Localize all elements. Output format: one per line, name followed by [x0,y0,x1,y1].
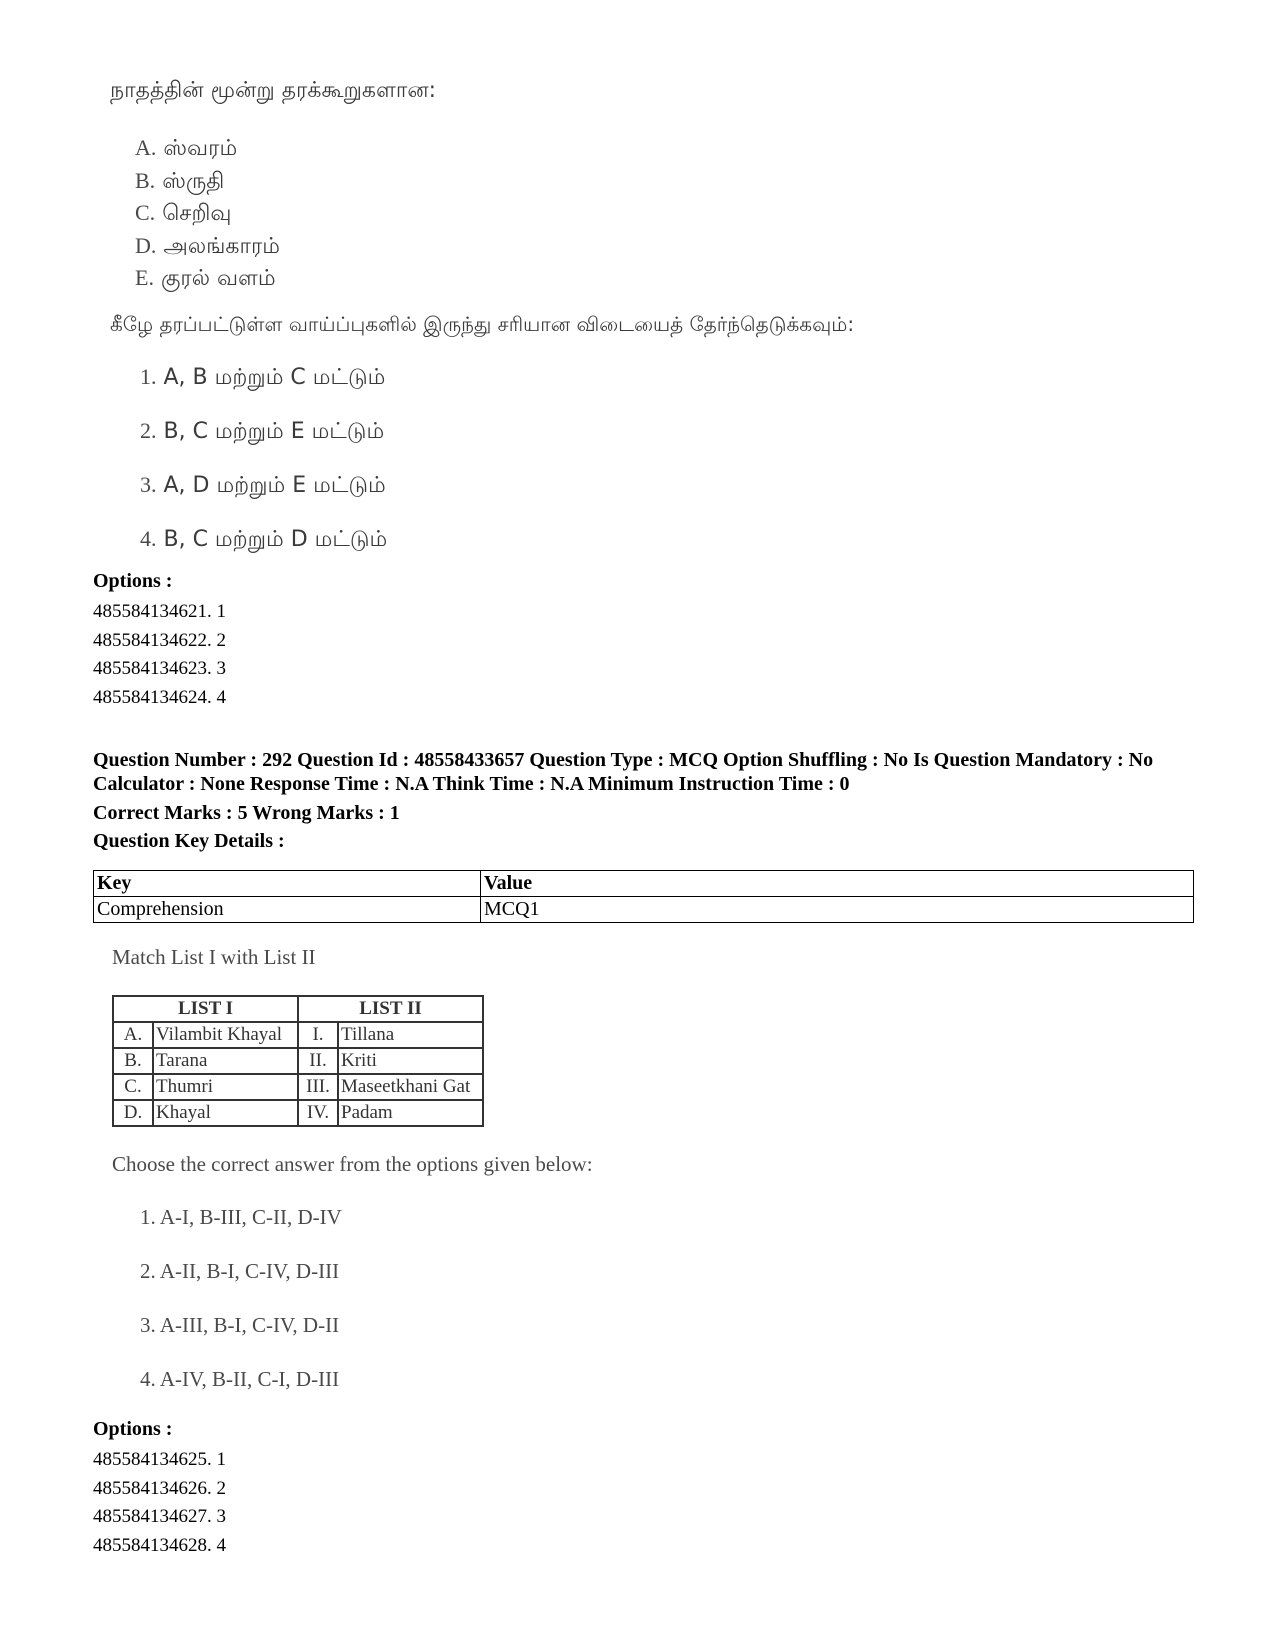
list-item: C. செறிவு [135,200,232,226]
table-cell: Maseetkhani Gat [338,1074,483,1100]
match-list-table [112,995,484,1127]
table-cell: II. [298,1048,338,1074]
q1-options-list [93,598,226,712]
table-cell: A. [113,1022,153,1048]
table-cell: Comprehension [94,897,481,923]
table-row [113,1100,483,1126]
q2-key-details-label: Question Key Details : [93,830,285,852]
q1-options-label: Options : [93,570,173,592]
table-cell: IV. [298,1100,338,1126]
q1-prompt: கீழே தரப்பட்டுள்ள வாய்ப்புகளில் இருந்து சரியான விடையைத் தேர்ந்தெடுக்கவும்: [110,312,855,336]
option-item: 485584134624. 4 [93,686,226,708]
list-item: D. அலங்காரம் [135,232,281,259]
table-cell: Kriti [338,1048,483,1074]
table-cell: I. [298,1022,338,1048]
table-cell: III. [298,1074,338,1100]
option-item: 485584134623. 3 [93,658,226,679]
option-item: 485584134628. 4 [93,1534,226,1556]
table-header-row [94,871,1194,897]
q2-choose-prompt: Choose the correct answer from the options given below: [112,1152,593,1176]
q2-options-label: Options : [93,1418,173,1440]
table-cell: MCQ1 [481,897,1194,923]
table-row [113,1022,483,1048]
table-cell: Tarana [153,1048,298,1074]
q1-intro: நாதத்தின் மூன்று தரக்கூறுகளான: [110,78,437,103]
choice-item: 2. A-II, B-I, C-IV, D-III [140,1259,340,1283]
list-item: E. குரல் வளம் [135,265,276,291]
table-cell: Thumri [153,1074,298,1100]
q1-choice-list [140,364,387,580]
choice-item: 1. A, B மற்றும் C மட்டும் [140,364,386,390]
column-header: LIST II [298,996,483,1022]
table-cell: C. [113,1074,153,1100]
choice-item: 4. A-IV, B-II, C-I, D-III [140,1367,340,1391]
table-row [113,1074,483,1100]
q2-options-list [93,1446,226,1560]
q1-item-list [135,132,280,295]
table-cell: B. [113,1048,153,1074]
key-details-table [93,870,1194,923]
column-header: Key [94,871,481,897]
option-item: 485584134625. 1 [93,1449,226,1470]
table-cell: Tillana [338,1022,483,1048]
list-item: B. ஸ்ருதி [135,167,225,194]
option-item: 485584134621. 1 [93,601,226,622]
q2-meta: Question Number : 292 Question Id : 48558433657 Question Type : MCQ Option Shuffling : No Is Question Mandatory : No Calculator : None Response Time : N.A Think Time : N.A Minimum Instruction Time : 0 [93,749,1154,795]
table-cell: D. [113,1100,153,1126]
choice-item: 2. B, C மற்றும் E மட்டும் [140,418,385,444]
choice-item: 3. A-III, B-I, C-IV, D-II [140,1313,340,1337]
q2-prompt: Match List I with List II [112,945,316,969]
table-row [94,897,1194,923]
list-item: A. ஸ்வரம் [135,135,238,161]
table-row [113,1048,483,1074]
table-cell: Khayal [153,1100,298,1126]
q2-marks: Correct Marks : 5 Wrong Marks : 1 [93,802,400,824]
option-item: 485584134627. 3 [93,1506,226,1527]
choice-item: 1. A-I, B-III, C-II, D-IV [140,1205,342,1229]
option-item: 485584134626. 2 [93,1477,226,1499]
table-cell: Padam [338,1100,483,1126]
table-header-row [113,996,483,1022]
choice-item: 4. B, C மற்றும் D மட்டும் [140,526,388,552]
option-item: 485584134622. 2 [93,629,226,651]
table-cell: Vilambit Khayal [153,1022,298,1048]
choice-item: 3. A, D மற்றும் E மட்டும் [140,472,386,498]
column-header: Value [481,871,1194,897]
q2-choice-list [140,1205,342,1421]
column-header: LIST I [113,996,298,1022]
